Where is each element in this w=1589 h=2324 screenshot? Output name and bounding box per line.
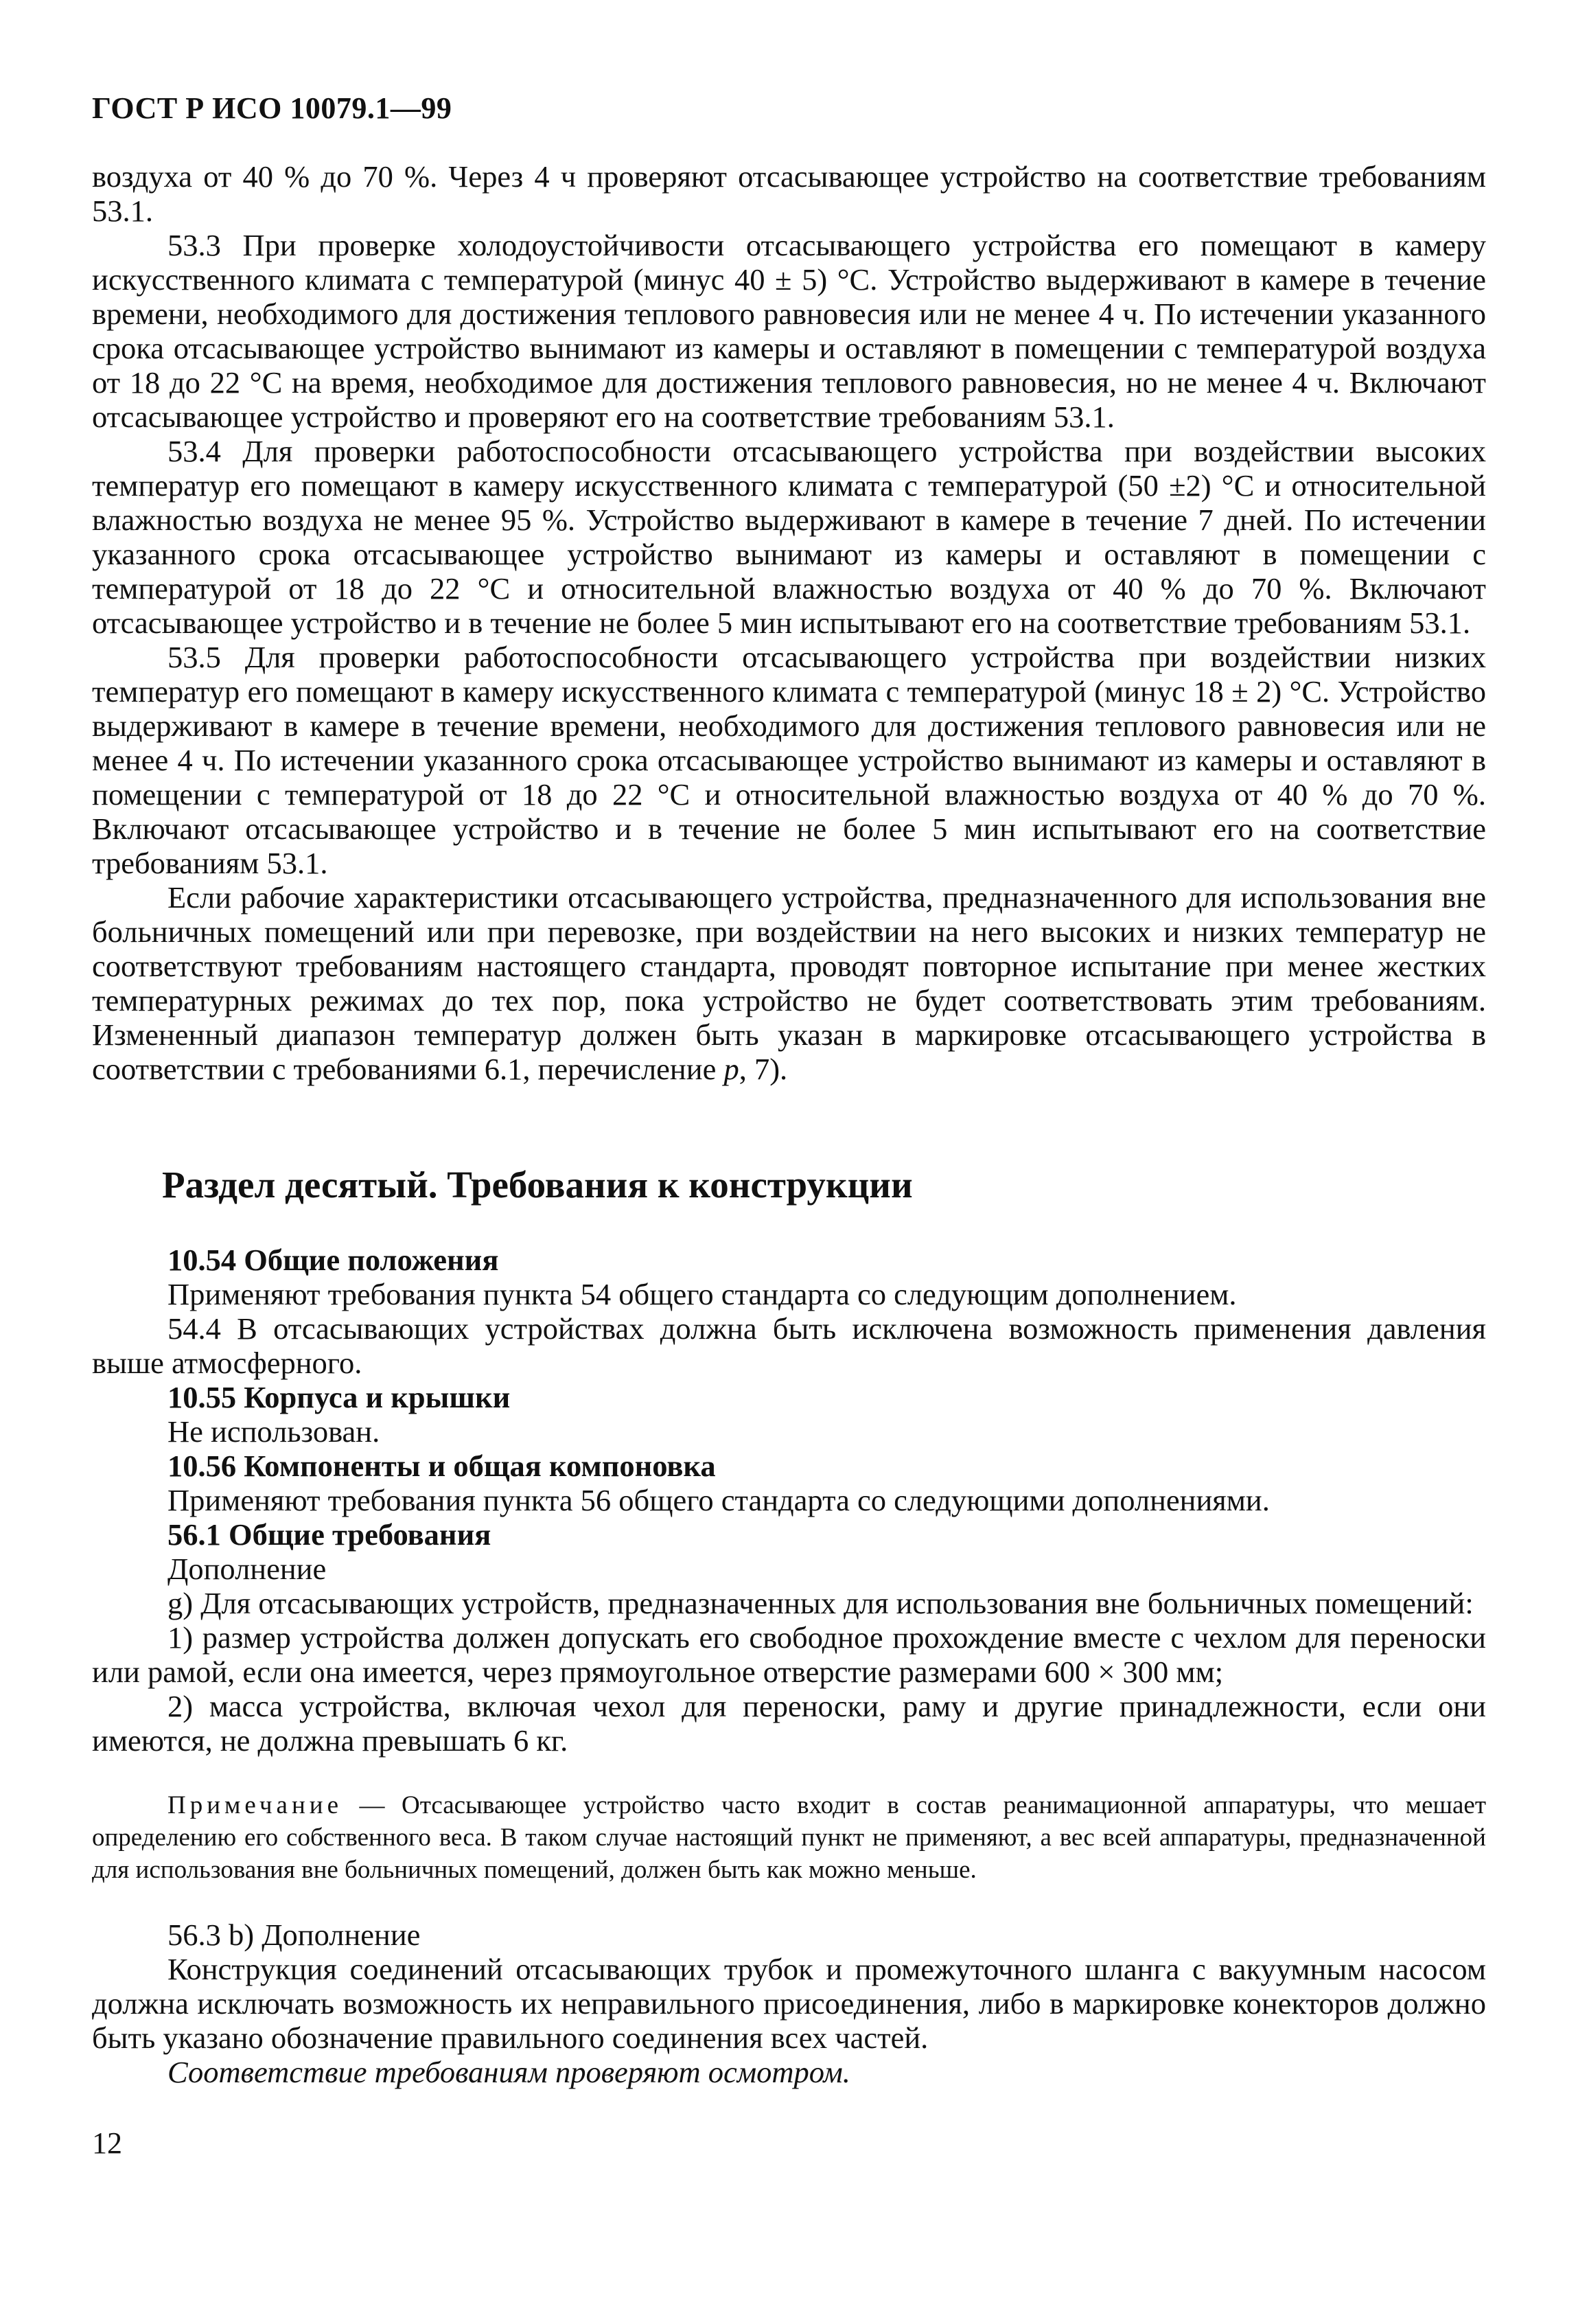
compliance-check: Соответствие требованиям проверяют осмотром. — [167, 2055, 850, 2089]
paragraph: Не использован. — [167, 1414, 380, 1449]
paragraph-53-3: 53.3 При проверке холодоустойчивости отсасывающего устройства его помещают в камеру искусственного климата с температурой (минус 40 ± 5) °С. Устройство выдерживают в камере в течение времени, необходимого для достижения теплового равновесия или не менее 4 ч. По истечении указанного срока отсасывающее устройство вынимают из камеры и оставляют в помещении с температурой воздуха от 18 до 22 °С на время, необходимое для достижения теплового равновесия, но не менее 4 ч. Включают отсасывающее устройство и проверяют его на соответствие требованиям 53.1. — [92, 228, 1486, 434]
document-body — [92, 159, 1486, 2089]
document-header: ГОСТ Р ИСО 10079.1—99 — [92, 91, 452, 125]
note-text: — Отсасывающее устройство часто входит в состав реанимационной аппаратуры, что мешает определению его собственного веса. В таком случае настоящий пункт не применяют, а вес всей аппаратуры, предназначенной для использования вне больничных помещений, должен быть как можно меньше. — [92, 1791, 1486, 1884]
paragraph-53-4: 53.4 Для проверки работоспособности отсасывающего устройства при воздействии высоких температур его помещают в камеру искусственного климата с температурой (50 ±2) °С и относительной влажностью воздуха не менее 95 %. Устройство выдерживают в камере в течение 7 дней. По истечении указанного срока отсасывающее устройство вынимают из камеры и оставляют в помещении с температурой от 18 до 22 °С и относительной влажностью воздуха от 40 % до 70 %. Включают отсасывающее устройство и в течение не более 5 мин испытывают его на соответствие требованиям 53.1. — [92, 434, 1486, 640]
page-number: 12 — [92, 2126, 122, 2160]
note — [92, 1789, 1486, 1886]
enumeration-letter: p — [723, 1052, 739, 1086]
paragraph-text-end: , 7). — [739, 1052, 788, 1086]
list-item-g: g) Для отсасывающих устройств, предназначенных для использования вне больничных помещений: — [167, 1586, 1474, 1620]
note-label: Примечание — [167, 1791, 343, 1819]
subsection-title-10-56: 10.56 Компоненты и общая компоновка — [167, 1449, 716, 1483]
paragraph-text: Если рабочие характеристики отсасывающего устройства, предназначенного для использования вне больничных помещений или при перевозке, при воздействии на него высоких и низких температур не соответствуют требованиям настоящего стандарта, проводят повторное испытание при менее жестких температурных режимах до тех пор, пока устройство не будет соответствовать этим требованиям. Измененный диапазон температур должен быть указан в маркировке отсасывающего устройства в соответствии с требованиями 6.1, перечисление — [92, 880, 1486, 1086]
section-title: Раздел десятый. Требования к конструкции — [162, 1164, 913, 1206]
paragraph-temperature-range — [92, 880, 1486, 1086]
paragraph: Конструкция соединений отсасывающих трубок и промежуточного шланга с вакуумным насосом должна исключать возможность их неправильного присоединения, либо в маркировке конекторов должно быть указано обозначение правильного соединения всех частей. — [92, 1952, 1486, 2055]
paragraph: Применяют требования пункта 54 общего стандарта со следующим дополнением. — [167, 1277, 1237, 1311]
subsection-title-56-1: 56.1 Общие требования — [167, 1517, 491, 1552]
paragraph-54-4: 54.4 В отсасывающих устройствах должна быть исключена возможность применения давления выше атмосферного. — [92, 1311, 1486, 1380]
list-item-1: 1) размер устройства должен допускать его свободное прохождение вместе с чехлом для переноски или рамой, если она имеется, через прямоугольное отверстие размерами 600 × 300 мм; — [92, 1620, 1486, 1689]
subsection-title-56-3: 56.3 b) Дополнение — [167, 1918, 421, 1952]
list-item-2: 2) масса устройства, включая чехол для переноски, раму и другие принадлежности, если они имеются, не должна превышать 6 кг. — [92, 1689, 1486, 1758]
paragraph-53-5: 53.5 Для проверки работоспособности отсасывающего устройства при воздействии низких температур его помещают в камеру искусственного климата с температурой (минус 18 ± 2) °С. Устройство выдерживают в камере в течение времени, необходимого для достижения теплового равновесия или не менее 4 ч. По истечении указанного срока отсасывающее устройство вынимают из камеры и оставляют в помещении с температурой от 18 до 22 °С и относительной влажностью воздуха от 40 % до 70 %. Включают отсасывающее устройство и в течение не более 5 мин испытывают его на соответствие требованиям 53.1. — [92, 640, 1486, 880]
paragraph: воздуха от 40 % до 70 %. Через 4 ч проверяют отсасывающее устройство на соответствие требованиям 53.1. — [92, 159, 1486, 228]
paragraph: Применяют требования пункта 56 общего стандарта со следующими дополнениями. — [167, 1483, 1270, 1517]
subsection-title-10-54: 10.54 Общие положения — [167, 1243, 499, 1277]
subsection-title-10-55: 10.55 Корпуса и крышки — [167, 1380, 511, 1414]
paragraph: Дополнение — [167, 1552, 327, 1586]
